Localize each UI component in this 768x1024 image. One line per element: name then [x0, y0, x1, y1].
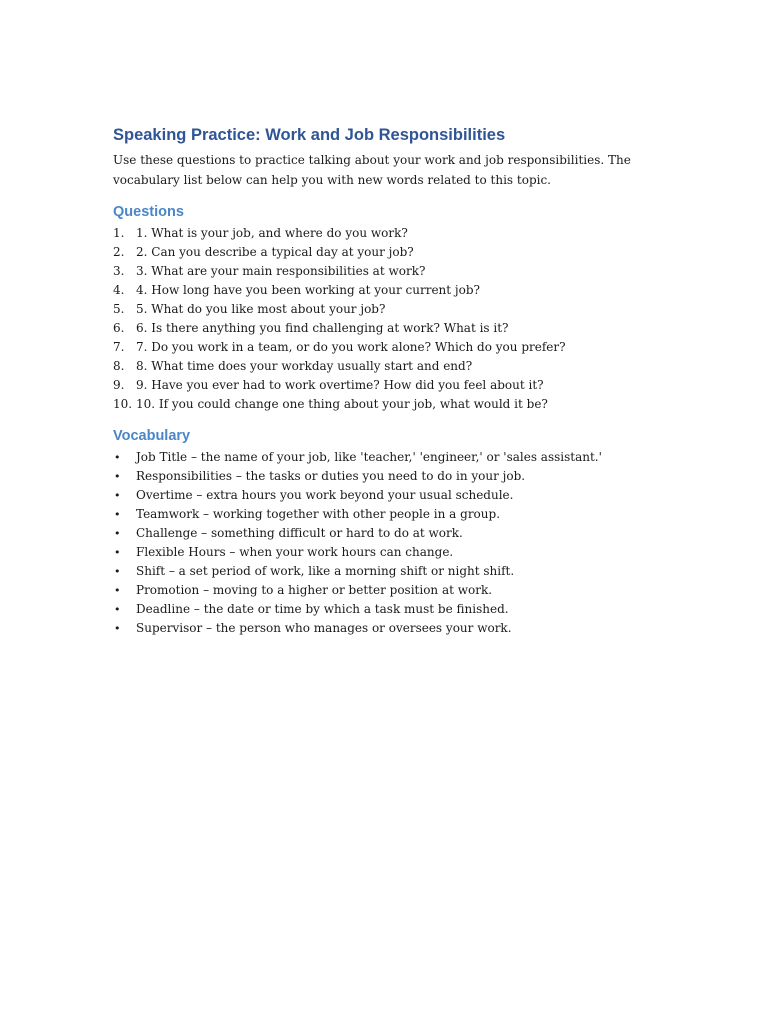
bullet-icon: •: [114, 470, 121, 483]
vocabulary-list: [113, 448, 768, 638]
vocabulary-text: Supervisor – the person who manages or oversees your work.: [136, 621, 512, 635]
question-text: 8. What time does your workday usually start and end?: [136, 359, 473, 373]
vocabulary-item: [113, 619, 768, 638]
question-number: 8.: [113, 359, 125, 373]
question-text: 1. What is your job, and where do you work?: [136, 226, 408, 240]
vocabulary-item: [113, 543, 768, 562]
question-number: 10.: [113, 397, 133, 411]
vocabulary-text: Job Title – the name of your job, like 'teacher,' 'engineer,' or 'sales assistant.': [136, 450, 602, 464]
question-number: 1.: [113, 226, 125, 240]
vocabulary-text: Promotion – moving to a higher or better position at work.: [136, 583, 493, 597]
question-item: [113, 319, 768, 338]
bullet-icon: •: [114, 527, 121, 540]
question-number: 2.: [113, 245, 125, 259]
question-item: [113, 300, 768, 319]
question-number: 9.: [113, 378, 125, 392]
question-text: 10. If you could change one thing about your job, what would it be?: [136, 397, 548, 411]
bullet-icon: •: [114, 508, 121, 521]
vocabulary-text: Deadline – the date or time by which a task must be finished.: [136, 602, 509, 616]
bullet-icon: •: [114, 451, 121, 464]
vocabulary-text: Overtime – extra hours you work beyond your usual schedule.: [136, 488, 514, 502]
vocabulary-item: [113, 581, 768, 600]
bullet-icon: •: [114, 603, 121, 616]
question-text: 3. What are your main responsibilities at work?: [136, 264, 426, 278]
vocabulary-text: Flexible Hours – when your work hours can change.: [136, 545, 454, 559]
questions-section: [113, 202, 768, 414]
vocabulary-heading: Vocabulary: [113, 428, 191, 444]
question-item: [113, 376, 768, 395]
question-text: 6. Is there anything you find challenging at work? What is it?: [136, 321, 509, 335]
question-number: 4.: [113, 283, 125, 297]
question-number: 5.: [113, 302, 125, 316]
bullet-icon: •: [114, 622, 121, 635]
questions-heading: Questions: [113, 204, 184, 220]
question-item: [113, 281, 768, 300]
vocabulary-item: [113, 562, 768, 581]
vocabulary-text: Teamwork – working together with other people in a group.: [136, 507, 501, 521]
question-item: [113, 224, 768, 243]
question-item: [113, 338, 768, 357]
question-number: 7.: [113, 340, 125, 354]
vocabulary-item: [113, 448, 768, 467]
vocabulary-item: [113, 524, 768, 543]
vocabulary-item: [113, 467, 768, 486]
bullet-icon: •: [114, 584, 121, 597]
bullet-icon: •: [114, 565, 121, 578]
question-text: 7. Do you work in a team, or do you work alone? Which do you prefer?: [136, 340, 566, 354]
question-text: 4. How long have you been working at your current job?: [136, 283, 480, 297]
vocabulary-item: [113, 486, 768, 505]
question-item: [113, 357, 768, 376]
question-item: [113, 262, 768, 281]
vocabulary-item: [113, 600, 768, 619]
question-item: [113, 395, 768, 414]
question-number: 3.: [113, 264, 125, 278]
bullet-icon: •: [114, 489, 121, 502]
vocabulary-text: Challenge – something difficult or hard to do at work.: [136, 526, 463, 540]
vocabulary-section: [113, 426, 768, 638]
question-text: 5. What do you like most about your job?: [136, 302, 386, 316]
page-title: Speaking Practice: Work and Job Responsibilities: [113, 126, 506, 144]
vocabulary-text: Responsibilities – the tasks or duties you need to do in your job.: [136, 469, 526, 483]
bullet-icon: •: [114, 546, 121, 559]
intro-paragraph: Use these questions to practice talking about your work and job responsibilities. The vocabulary list below can help you with new words related to this topic.: [113, 153, 631, 187]
vocabulary-item: [113, 505, 768, 524]
questions-list: [113, 224, 768, 414]
question-number: 6.: [113, 321, 125, 335]
question-text: 9. Have you ever had to work overtime? How did you feel about it?: [136, 378, 544, 392]
question-item: [113, 243, 768, 262]
question-text: 2. Can you describe a typical day at your job?: [136, 245, 414, 259]
vocabulary-text: Shift – a set period of work, like a morning shift or night shift.: [136, 564, 515, 578]
